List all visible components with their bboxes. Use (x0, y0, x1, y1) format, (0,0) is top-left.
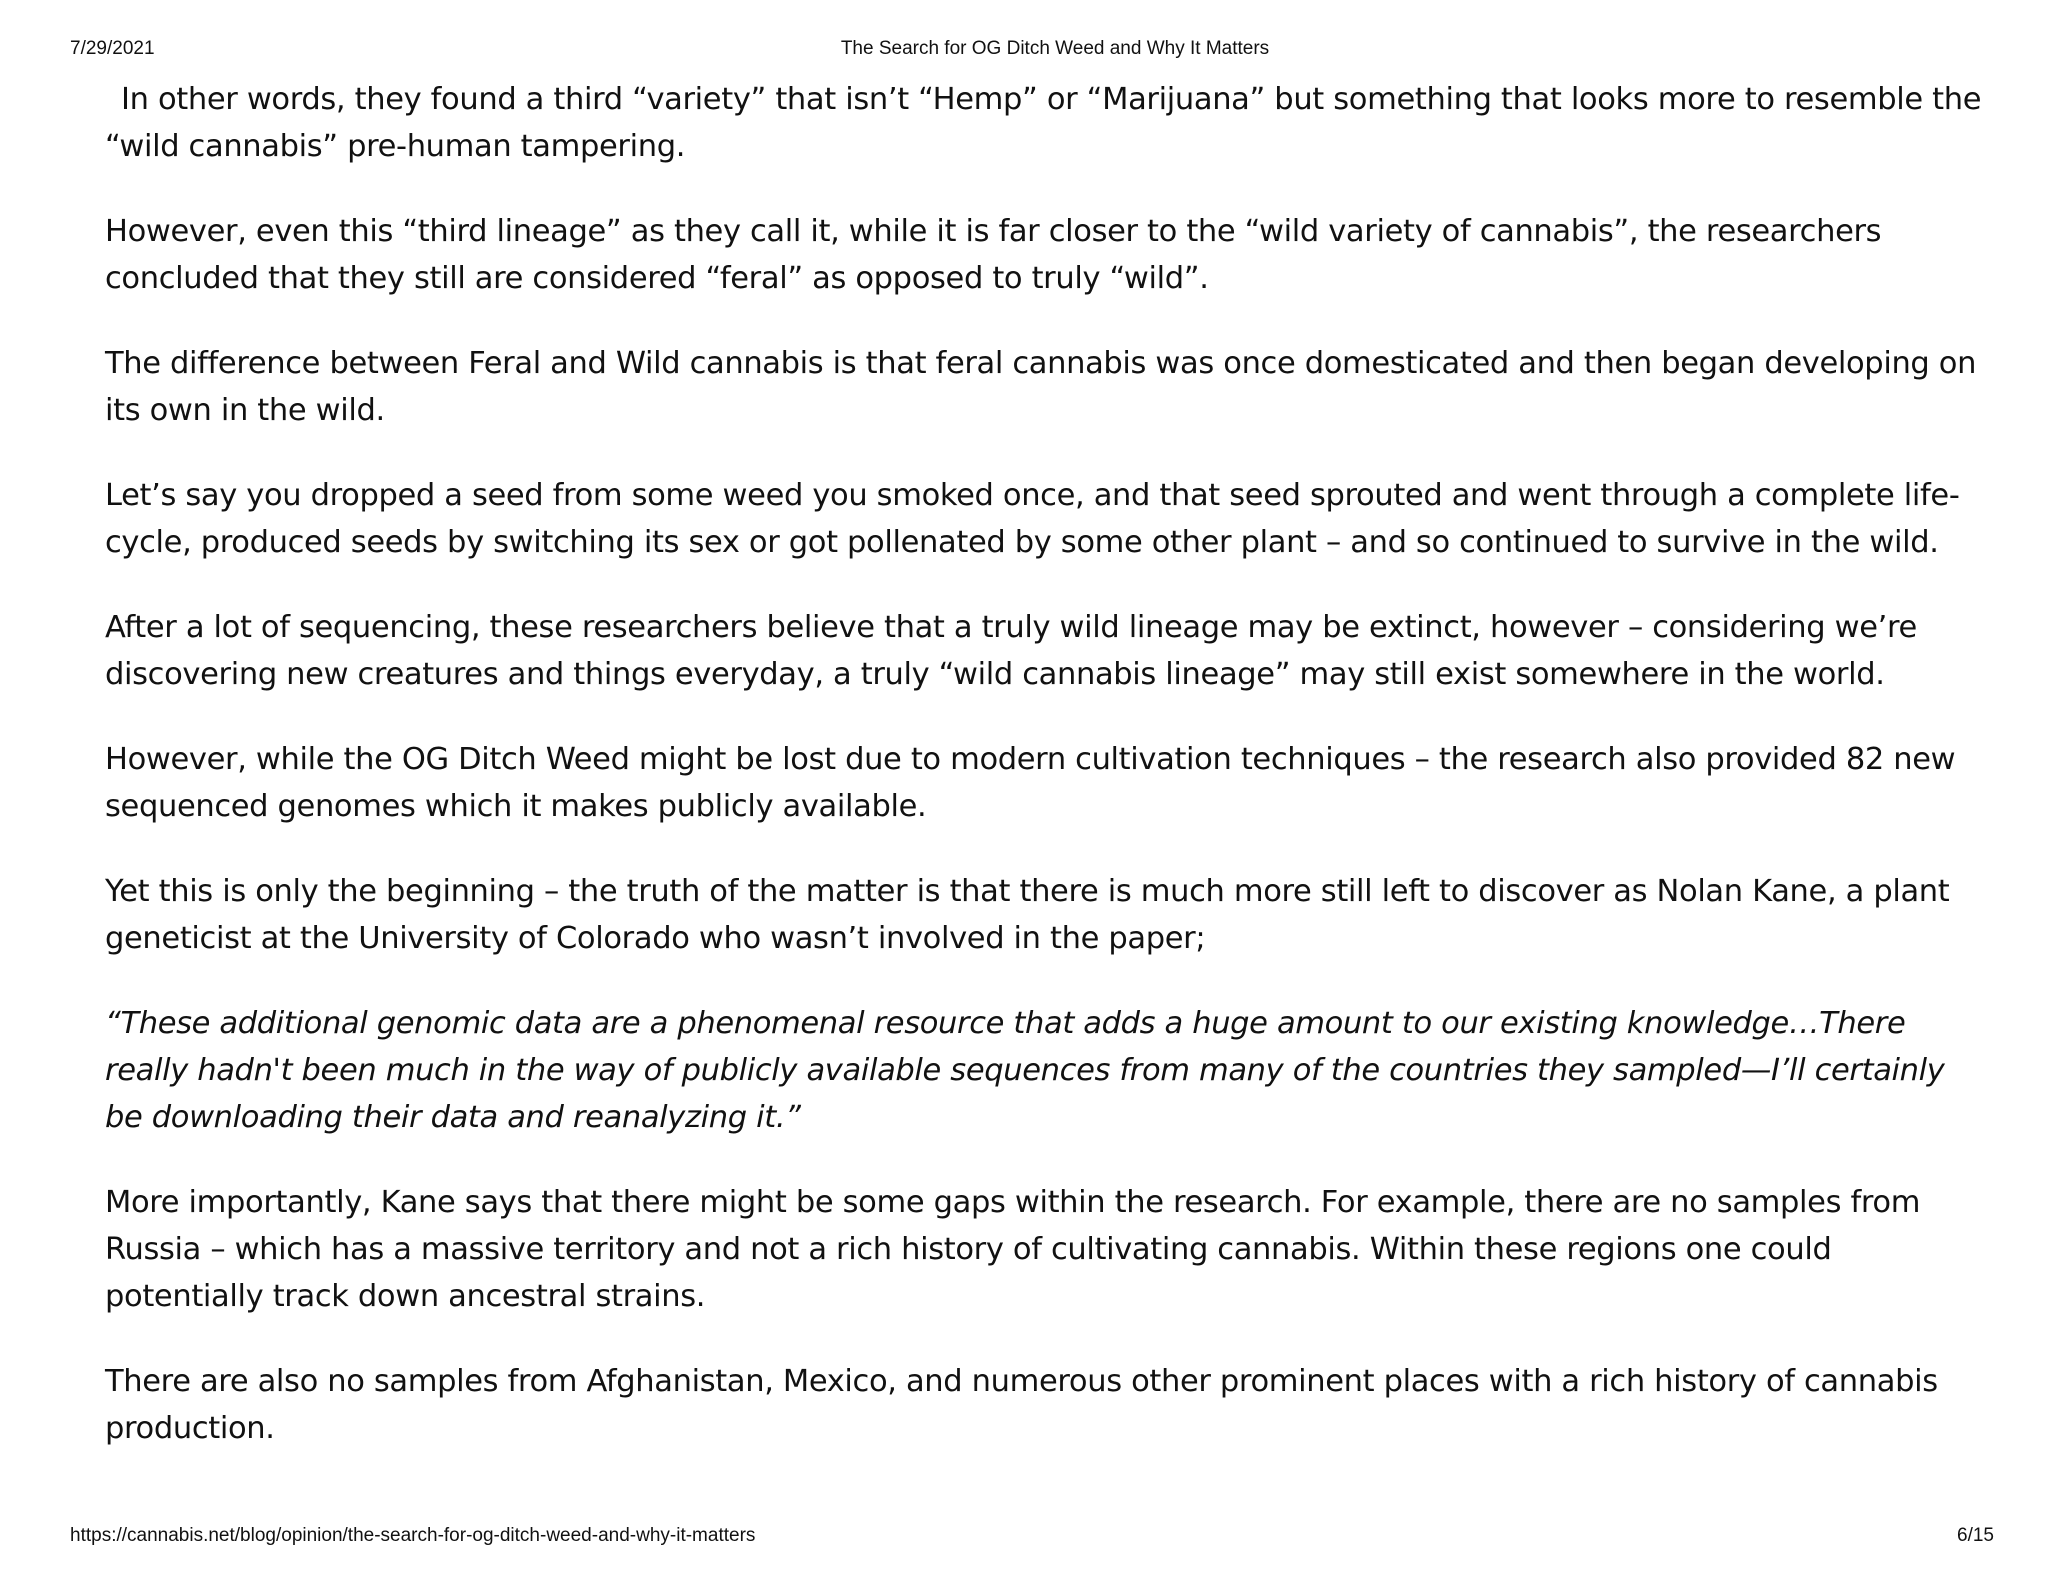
page-url: https://cannabis.net/blog/opinion/the-search-for-og-ditch-weed-and-why-it-matters (70, 1525, 756, 1546)
paragraph-research-gaps: More importantly, Kane says that there might be some gaps within the research. For example, there are no samples from Russia – which has a massive territory and not a rich history of cultivating cannabis. Within these regions one could potentially track down ancestral strains. (105, 1185, 1921, 1314)
paragraph-feral-vs-wild: The difference between Feral and Wild cannabis is that feral cannabis was once domesticated and then began developing on its own in the wild. (105, 346, 1977, 428)
page-number: 6/15 (1957, 1525, 1994, 1546)
block-quote: “These additional genomic data are a phenomenal resource that adds a huge amount to our existing knowledge…There really hadn't been much in the way of publicly available sequences from many of the countries they sampled—I’ll certainly be downloading their data and reanalyzing it.” (105, 1006, 1945, 1135)
print-date: 7/29/2021 (70, 38, 155, 59)
article-body (105, 76, 1985, 1490)
paragraph-nolan-kane: Yet this is only the beginning – the truth of the matter is that there is much more still left to discover as Nolan Kane, a plant geneticist at the University of Colorado who wasn’t involved in the paper; (105, 874, 1950, 956)
paragraph-third-variety: In other words, they found a third “variety” that isn’t “Hemp” or “Marijuana” but something that looks more to resemble the “wild cannabis” pre-human tampering. (105, 82, 1982, 164)
paragraph-third-lineage: However, even this “third lineage” as they call it, while it is far closer to the “wild variety of cannabis”, the researchers concluded that they still are considered “feral” as opposed to truly “wild”. (105, 214, 1882, 296)
paragraph-sequencing: After a lot of sequencing, these researchers believe that a truly wild lineage may be extinct, however – considering we’re discovering new creatures and things everyday, a truly “wild cannabis lineage” may still exist somewhere in the world. (105, 610, 1917, 692)
paragraph-no-samples: There are also no samples from Afghanistan, Mexico, and numerous other prominent places with a rich history of cannabis production. (105, 1364, 1938, 1446)
paragraph-genomes: However, while the OG Ditch Weed might be lost due to modern cultivation techniques – the research also provided 82 new sequenced genomes which it makes publicly available. (105, 742, 1956, 824)
print-header (0, 38, 2048, 64)
paragraph-seed-example: Let’s say you dropped a seed from some weed you smoked once, and that seed sprouted and went through a complete life-cycle, produced seeds by switching its sex or got pollenated by some other plant – and so continued to survive in the wild. (105, 478, 1960, 560)
print-footer (0, 1525, 2048, 1551)
page-title: The Search for OG Ditch Weed and Why It Matters (840, 38, 1270, 59)
